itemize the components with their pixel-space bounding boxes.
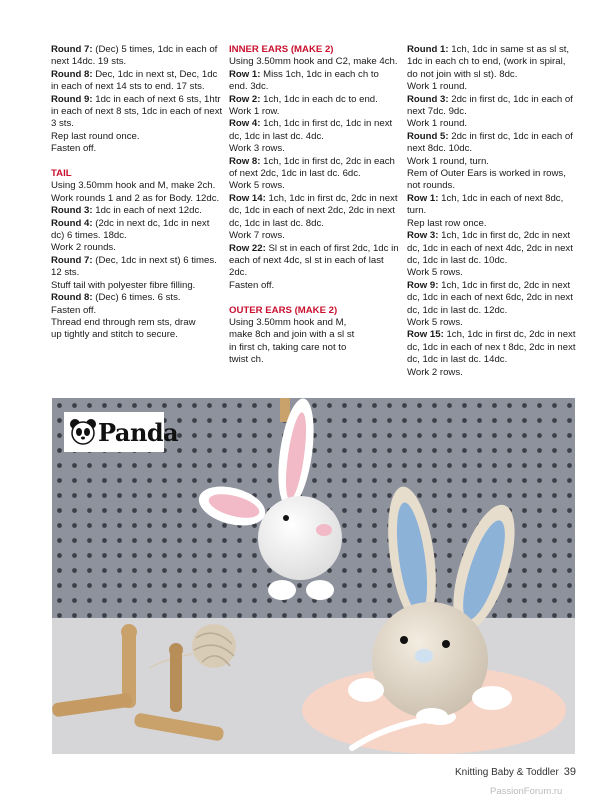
pattern-line: Round 3: 1dc in each of next 12dc. xyxy=(51,205,202,217)
pattern-line: Row 9: 1ch, 1dc in first dc, 2dc in next dc, 1dc in each of next 6dc, 2dc in next dc, 1dc in last dc. 12dc. xyxy=(407,279,573,316)
pattern-line: Work 5 rows. xyxy=(407,267,463,279)
pattern-line: Row 3: 1ch, 1dc in first dc, 2dc in next dc, 1dc in each of next 4dc, 2dc in next dc, 1dc in last dc. 10dc. xyxy=(407,230,573,266)
pattern-line: Thread end through rem sts, draw up tightly and stitch to secure. xyxy=(51,316,196,341)
pattern-line: Work 3 rows. xyxy=(229,143,285,155)
pattern-line: Work 7 rows. xyxy=(229,230,285,242)
pattern-line: Round 7: (Dec) 5 times, 1dc in each of next 14dc. 19 sts. xyxy=(51,44,218,68)
pattern-line: Row 1: Miss 1ch, 1dc in each ch to end. 3dc. xyxy=(229,68,379,93)
page-number: 39 xyxy=(563,766,577,778)
pattern-line: Fasten off. xyxy=(51,143,97,155)
pattern-line: Row 15: 1ch, 1dc in first dc, 2dc in next dc, 1dc in each of nex t 8dc, 2dc in next dc, 1dc in last dc. 14dc. xyxy=(407,329,576,366)
pattern-line: Round 7: (Dec, 1dc in next st) 6 times. 12 sts. xyxy=(51,254,217,279)
pattern-line: Work 5 rows. xyxy=(407,316,463,328)
pattern-line: Rep last round once. xyxy=(51,130,140,142)
pattern-line: Using 3.50mm hook and M, make 2ch. xyxy=(51,180,216,192)
pattern-line: Row 2: 1ch, 1dc in each dc to end. xyxy=(229,93,378,105)
pattern-line: Round 3: 2dc in first dc, 1dc in each of next 7dc. 9dc. xyxy=(407,93,573,118)
column-2 xyxy=(229,44,399,367)
pattern-line: Rem of Outer Ears is worked in rows, not rounds. xyxy=(407,168,566,192)
logo-text: Panda xyxy=(98,418,179,447)
pattern-line: Work 1 round. xyxy=(407,81,468,93)
pattern-line: Fasten off. xyxy=(51,304,97,316)
pattern-line: Using 3.50mm hook and C2, make 4ch. xyxy=(229,56,398,68)
pattern-line: Round 5: 2dc in first dc, 1dc in each of next 8dc. 10dc. xyxy=(407,130,573,155)
pattern-line: Work rounds 1 and 2 as for Body. 12dc. xyxy=(51,192,220,204)
pattern-line: Work 5 rows. xyxy=(229,180,285,192)
tail-heading: TAIL xyxy=(51,168,72,180)
pattern-line: Work 2 rows. xyxy=(407,366,463,378)
pattern-line: Fasten off. xyxy=(229,279,275,291)
column-3 xyxy=(407,44,577,379)
pattern-line: Rep last row once. xyxy=(407,217,487,229)
magazine-title: Knitting Baby & Toddler xyxy=(455,767,559,778)
bunny-photo xyxy=(52,398,575,754)
pattern-line: Row 8: 1ch, 1dc in first dc, 2dc in each of next 2dc, 1dc in last dc. 6dc. xyxy=(229,155,395,180)
pattern-line: Row 14: 1ch, 1dc in first dc, 2dc in next dc, 1dc in each of next 2dc, 2dc in next dc, 1dc in last dc. 8dc. xyxy=(229,192,398,229)
watermark: PassionForum.ru xyxy=(490,786,563,797)
pattern-line: Work 1 row. xyxy=(229,106,280,118)
pattern-line: Work 2 rounds. xyxy=(51,242,116,254)
pattern-line: Round 4: (2dc in next dc, 1dc in next dc) 6 times. 18dc. xyxy=(51,217,210,242)
page-footer xyxy=(455,766,576,778)
pattern-line: Row 4: 1ch, 1dc in first dc, 1dc in next dc, 1dc in last dc. 4dc. xyxy=(229,118,393,142)
pattern-line: Round 8: (Dec) 6 times. 6 sts. xyxy=(51,292,181,304)
wooden-peg xyxy=(170,650,182,712)
pattern-line: Round 9: 1dc in each of next 6 sts, 1htr in each of next 8 sts, 1dc in each of next 3 sts. xyxy=(51,93,223,130)
pattern-line: Row 1: 1ch, 1dc in each of next 8dc, turn. xyxy=(407,192,564,217)
column-1 xyxy=(51,44,223,342)
panda-logo xyxy=(64,412,179,452)
outer-ears-heading: OUTER EARS (MAKE 2) xyxy=(229,304,338,316)
inner-ears-heading: INNER EARS (MAKE 2) xyxy=(229,44,334,55)
pattern-line: Round 1: 1ch, 1dc in same st as sl st, 1dc in each ch to end, (work in spiral, do not join with sl st). 8dc. xyxy=(407,44,570,80)
pattern-line: Work 1 round. xyxy=(407,118,468,130)
pattern-line: Work 1 round, turn. xyxy=(407,155,489,167)
pattern-line: Round 8: Dec, 1dc in next st, Dec, 1dc in each of next 14 sts to end. 17 sts. xyxy=(51,68,218,93)
pattern-line: Row 22: Sl st in each of first 2dc, 1dc in each of next 4dc, sl st in each of last 2dc. xyxy=(229,242,399,279)
pattern-line: Using 3.50mm hook and M, make 8ch and join with a sl st in first ch, taking care not to twist ch. xyxy=(229,316,355,366)
pattern-line: Stuff tail with polyester fibre filling. xyxy=(51,279,196,291)
panda-icon xyxy=(68,417,98,447)
